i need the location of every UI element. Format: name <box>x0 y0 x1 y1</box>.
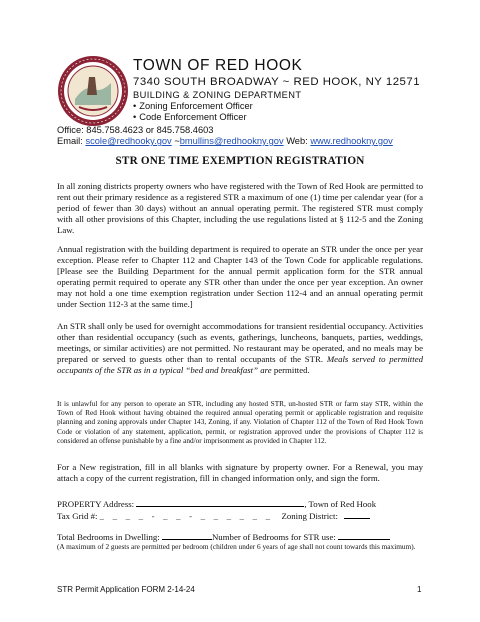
tax-grid-row <box>57 509 423 521</box>
footer-page-number: 1 <box>417 585 422 594</box>
total-bedrooms-field[interactable] <box>162 530 212 540</box>
bedrooms-row <box>57 530 423 542</box>
paragraph-instructions: For a New registration, fill in all blanks with signature by property owner. For a Renewal, you may attach a copy of the current registration, fill in changed information only, and sign the form. <box>57 462 423 483</box>
tax-grid-label: Tax Grid #: <box>57 511 98 521</box>
paragraph-annual-registration: Annual registration with the building department is required to operate an STR under the once per year exception. Please refer to Chapter 112 and Chapter 143 of the Town Code for applicable regulations. [Please see the Building Department for the annual permit application form for the STR annual operating permit required to operate any STR other than under the once per year exception. An owner may not hold a one time exemption registration under Section 112-4 and an annual operating permit under Section 112-3 at the same time.] <box>57 244 423 309</box>
property-address-field[interactable] <box>136 497 304 507</box>
email-separator: ~ <box>174 136 180 146</box>
role-item: • Zoning Enforcement Officer <box>133 101 253 112</box>
paragraph-meals-italic: Meals served to permitted occupants of the STR as in a typical “bed and breakfast” are <box>57 353 423 375</box>
department-name: BUILDING & ZONING DEPARTMENT <box>133 90 302 100</box>
str-bedrooms-field[interactable] <box>338 530 390 540</box>
contact-line <box>57 136 393 146</box>
total-bedrooms-label: Total Bedrooms in Dwelling: <box>57 532 160 542</box>
zoning-district-field[interactable] <box>344 509 370 519</box>
paragraph-unlawful-operation: It is unlawful for any person to operate an STR, including any hosted STR, un-hosted STR or farm stay STR, within the Town of Red Hook without having obtained the required annual operating permit or applicable registration and requisite planning and zoning approvals under Chapter 143, Zoning, if any. Violation of Chapter 112 of the Town of Red Hook Town Code or violation of any statement, application, permit, or registration approved under the provisions of Chapter 112 is considered an offense punishable by a fine and/or imprisonment as provided in Chapter 112. <box>57 399 423 445</box>
tax-grid-field[interactable]: _ _ _ _ - _ _ - _ _ _ _ _ _ <box>99 511 274 521</box>
town-name: TOWN OF RED HOOK <box>133 57 303 74</box>
paragraph-permitted-use <box>57 321 423 376</box>
email-link-scole[interactable]: scole@redhooky.gov <box>85 136 172 146</box>
property-address-suffix: , Town of Red Hook <box>304 499 377 509</box>
web-link[interactable]: www.redhookny.gov <box>310 136 393 146</box>
paragraph-permitted-use-text: An STR shall only be used for overnight accommodations for transient residential occupancy. Activities other than residential occupancy (such as events, gatherings, luncheons, banquets, parties, weddings, meetings, or similar activities) are not permitted. No restaurant may be operated, and no meals may be prepared or served to guests other than to rental occupants of the STR. <box>57 321 423 364</box>
role-item: • Code Enforcement Officer <box>133 112 253 123</box>
str-bedrooms-label: Number of Bedrooms for STR use: <box>211 532 336 542</box>
property-address-label: PROPERTY Address: <box>57 499 135 509</box>
roles-list <box>133 101 253 123</box>
paragraph-registration-limit: In all zoning districts property owners who have registered with the Town of Red Hook are permitted to rent out their primary residence as a registered STR a maximum of one (1) time per calendar year (for a period of fewer than 30 days) without an annual operating permit. The registered STR must comply with all other provisions of this Chapter, including the use regulations listed at § 112-5 and the Zoning Law. <box>57 181 423 235</box>
property-address-row <box>57 497 423 509</box>
town-seal-logo <box>57 55 129 127</box>
guest-limit-note: (A maximum of 2 guests are permitted per bedroom (children under 6 years of age shall not count towards this maximum). <box>57 542 416 551</box>
email-link-bmullins[interactable]: bmullins@redhookny.gov <box>179 136 284 146</box>
office-phone: Office: 845.758.4623 or 845.758.4603 <box>57 125 214 135</box>
zoning-district-label: Zoning District: <box>281 511 338 521</box>
paragraph-permitted-use-end: permitted. <box>273 364 310 375</box>
email-label: Email: <box>57 136 83 146</box>
town-address: 7340 SOUTH BROADWAY ~ RED HOOK, NY 12571 <box>133 76 421 88</box>
footer-form-id: STR Permit Application FORM 2-14-24 <box>57 585 195 594</box>
web-label: Web: <box>286 136 308 146</box>
document-title: STR ONE TIME EXEMPTION REGISTRATION <box>115 155 365 167</box>
